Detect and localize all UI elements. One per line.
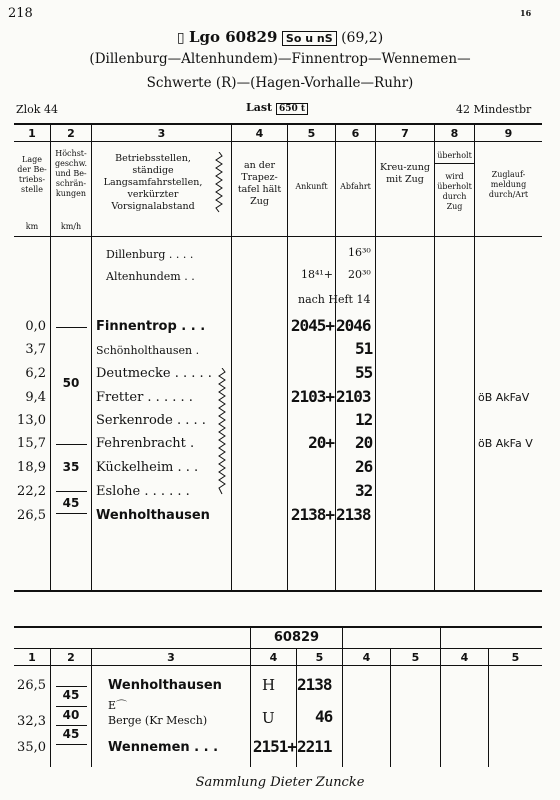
page-number: 218 [8,6,33,21]
train-code: (69,2) [341,30,384,46]
route-line-1: (Dillenburg—Altenhundem)—Finnentrop—Wennemen— [89,51,471,67]
header-departure: Abfahrt [340,182,371,191]
t2-speed-45b: 45 [62,727,80,741]
header-location: Lage der Be-triebs-stelle [17,155,47,194]
station-finnentrop: Finnentrop . . . [96,319,206,334]
km-finnentrop: 0,0 [25,319,46,334]
col-num-6: 6 [351,127,360,140]
t2-col-5c: 5 [511,651,520,664]
dep-serkenrode: 12 [355,410,373,429]
dep-fretter: 2103 [336,387,371,406]
km-fehrenbracht: 15,7 [17,436,46,451]
corner-number: 16 [520,8,532,18]
arr-fretter: 2103+ [290,387,334,406]
t2-time-berge: 46 [315,707,333,726]
train-number: Lgo 60829 [188,28,278,46]
station-serkenrode: Serkenrode . . . . [96,413,206,428]
report-fretter: öB AkFaV [478,391,530,404]
station-wenholthausen: Wenholthausen [96,508,210,523]
nach-heft-note: nach Heft 14 [298,293,371,306]
km-schoenholthausen: 3,7 [25,342,46,357]
t2-col-4c: 4 [460,651,469,664]
km-eslohe: 22,2 [17,484,46,499]
speed-45: 45 [62,496,80,510]
t2-col-3: 3 [167,651,175,664]
t2-col-4b: 4 [362,651,371,664]
load [246,101,308,114]
arr-finnentrop: 2045+ [290,316,334,335]
t2-col-5b: 5 [411,651,420,664]
t2-km-wennemen: 35,0 [17,740,46,755]
header-overtaken: wird überholt durch Zug [437,172,472,211]
min-brake: 42 Mindestbr [456,103,532,116]
t2-speed-45: 45 [62,688,80,702]
col-num-2: 2 [67,127,75,140]
header-trapez: an der Trapez-tafel hält Zug [237,160,282,207]
dep-finnentrop: 2046 [336,316,371,335]
km-serkenrode: 13,0 [17,413,46,428]
t2-col-4a: 4 [269,651,278,664]
col-num-5: 5 [307,127,316,140]
slow-zone-marker [217,368,227,498]
t2-dep-wennemen: 2211 [297,737,332,756]
t2-station-e: E⌒ [108,699,128,712]
t2-time-wenholthausen: 2138 [297,675,332,694]
report-fehrenbracht: öB AkFa V [478,437,533,450]
t2-station-wennemen: Wennemen . . . [108,740,219,755]
header-speed: Höchst-geschw. und Be-schrän-kungen [54,149,88,198]
load-label: Last [246,101,273,114]
t2-col-5a: 5 [315,651,324,664]
route-line-2: Schwerte (R)—(Hagen-Vorhalle—Ruhr) [146,75,414,91]
station-schoenholthausen: Schönholthausen . [96,344,200,357]
t2-col-2: 2 [67,651,75,664]
header-crossing: Kreu-zung mit Zug [380,162,430,185]
header-arrival: Ankunft [295,182,328,191]
train-symbol: ▯ [176,30,185,46]
train-title [0,28,560,46]
slow-zone-symbol [214,152,224,214]
t2-arr-wennemen: 2151+ [252,737,296,756]
dep-dillenburg: 16³⁰ [348,246,371,259]
col-num-9: 9 [504,127,513,140]
t2-halt-h: H [262,676,276,694]
station-deutmecke: Deutmecke . . . . . [96,366,212,381]
km-fretter: 9,4 [25,390,46,405]
t2-station-wenholthausen: Wenholthausen [108,678,222,693]
header-report: Zuglauf-meldung durch/Art [488,170,529,199]
col-num-4: 4 [255,127,264,140]
header-location-unit: km [25,222,39,231]
speed-50: 50 [62,376,80,390]
header-overtakes: überholt [437,151,472,160]
t2-station-berge: Berge (Kr Mesch) [108,714,208,727]
t2-halt-u: U [262,709,275,727]
dep-wenholthausen: 2138 [336,505,371,524]
t2-col-1: 1 [28,651,36,664]
km-deutmecke: 6,2 [25,366,46,381]
dep-kueckelheim: 26 [355,457,373,476]
station-dillenburg: Dillenburg . . . . [106,248,194,261]
station-altenhundem: Altenhundem . . [106,270,195,283]
t2-km-wenholthausen: 26,5 [17,678,46,693]
dep-deutmecke: 55 [355,363,373,382]
header-speed-unit: km/h [60,222,82,231]
station-fretter: Fretter . . . . . . [96,390,193,405]
t2-km-berge: 32,3 [17,714,46,729]
dep-altenhundem: 20³⁰ [348,268,371,281]
header-stations: Betriebsstellen, ständige Langsamfahrstellen, verkürzter Vorsignalabstand [103,153,203,212]
col-num-1: 1 [28,127,36,140]
arr-altenhundem: 18⁴¹+ [300,268,333,281]
arr-wenholthausen: 2138+ [290,505,334,524]
days-badge: So u nS [282,31,337,46]
col-num-7: 7 [401,127,409,140]
continuation-train: 60829 [273,630,320,645]
locomotive: Zlok 44 [16,103,58,116]
station-kueckelheim: Kückelheim . . . [96,460,199,475]
collection-credit: Sammlung Dieter Zuncke [195,775,365,790]
dep-schoenholthausen: 51 [355,339,373,358]
km-kueckelheim: 18,9 [17,460,46,475]
col-num-3: 3 [157,127,166,140]
t2-speed-40: 40 [62,708,80,722]
speed-35: 35 [62,460,80,474]
arr-fehrenbracht: 20+ [308,433,334,452]
station-fehrenbracht: Fehrenbracht . [96,436,195,451]
dep-fehrenbracht: 20 [355,433,373,452]
km-wenholthausen: 26,5 [17,508,46,523]
dep-eslohe: 32 [355,481,373,500]
load-value: 650 t [276,103,308,115]
station-eslohe: Eslohe . . . . . . [96,484,190,499]
col-num-8: 8 [450,127,459,140]
